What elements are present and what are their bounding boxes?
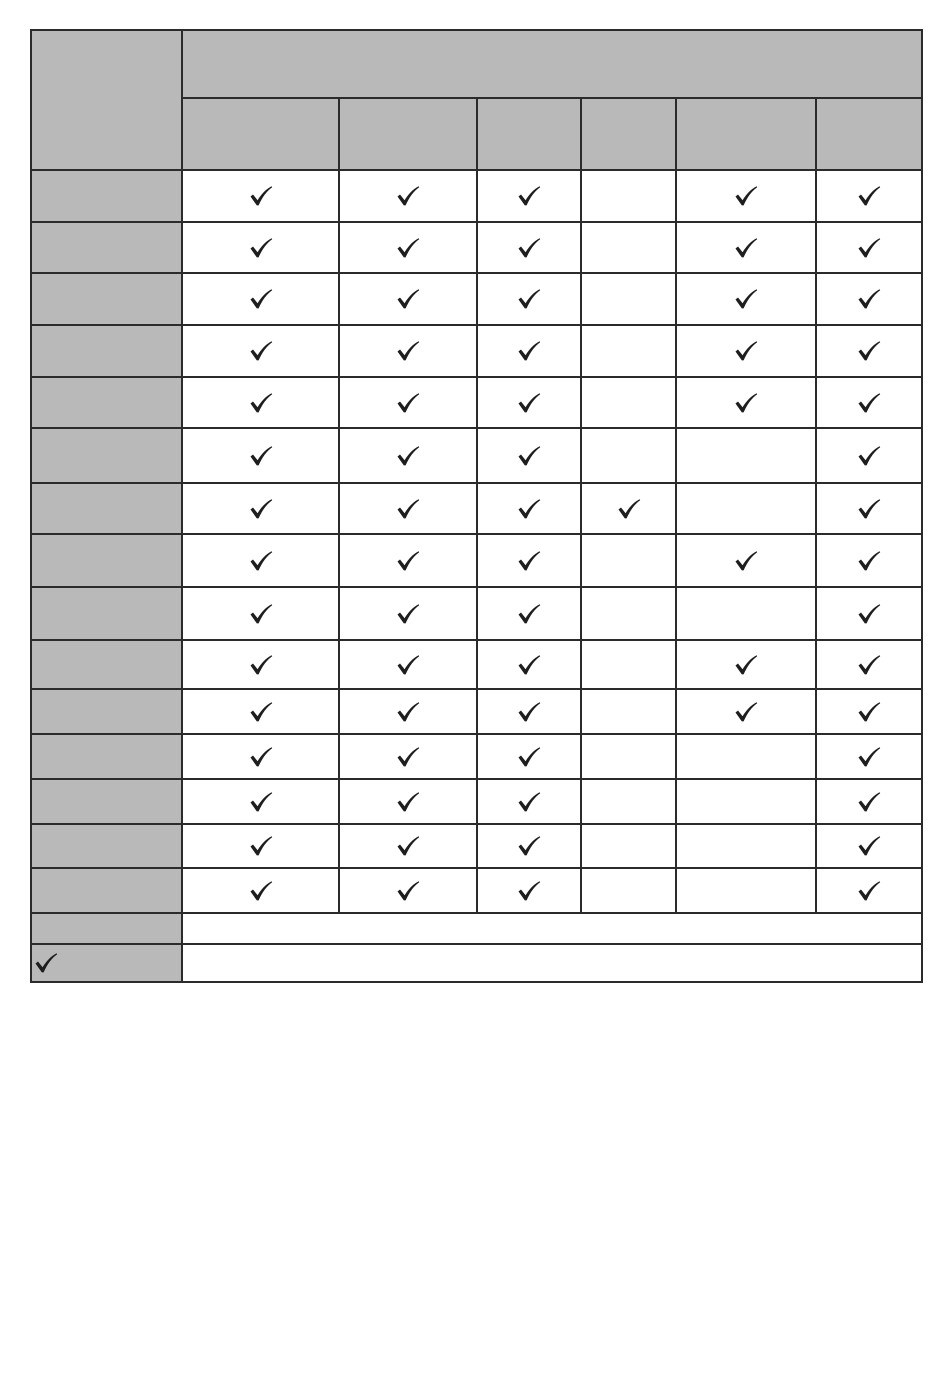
table-row (31, 428, 922, 483)
table-cell (676, 483, 816, 534)
table-row (31, 170, 922, 222)
check-icon (857, 445, 881, 467)
table-cell (477, 868, 581, 913)
table-cell (339, 273, 477, 325)
check-icon (734, 654, 758, 676)
check-icon (857, 550, 881, 572)
check-icon (396, 288, 420, 310)
table-cell (182, 428, 339, 483)
footnote-text-cell (182, 913, 922, 944)
table-cell (816, 428, 922, 483)
check-icon (249, 288, 273, 310)
check-icon (517, 498, 541, 520)
table-cell (339, 640, 477, 689)
table-cell (477, 377, 581, 428)
check-icon (249, 603, 273, 625)
table-cell (581, 868, 676, 913)
table-cell (477, 428, 581, 483)
check-icon (857, 746, 881, 768)
row-header-cell (31, 377, 182, 428)
check-icon (857, 654, 881, 676)
check-icon (396, 791, 420, 813)
row-header-cell (31, 779, 182, 824)
table-cell (581, 273, 676, 325)
table-cell (676, 325, 816, 377)
table-cell (477, 222, 581, 273)
group-header-cell (182, 30, 922, 98)
table-cell (182, 534, 339, 587)
table-cell (477, 689, 581, 734)
footnote-label-cell (31, 913, 182, 944)
table-cell (477, 325, 581, 377)
check-icon (857, 701, 881, 723)
table-cell (339, 222, 477, 273)
table-row (31, 779, 922, 824)
table-cell (676, 779, 816, 824)
check-icon (249, 498, 273, 520)
table-cell (816, 273, 922, 325)
table-cell (816, 377, 922, 428)
table-cell (581, 779, 676, 824)
check-icon (857, 288, 881, 310)
table-cell (477, 640, 581, 689)
table-cell (581, 587, 676, 640)
check-icon (857, 498, 881, 520)
table-cell (339, 868, 477, 913)
table-cell (816, 170, 922, 222)
check-icon (517, 445, 541, 467)
row-header-cell (31, 534, 182, 587)
check-icon (396, 392, 420, 414)
check-icon (857, 791, 881, 813)
table-row (31, 868, 922, 913)
check-icon (517, 654, 541, 676)
compatibility-table (30, 29, 923, 983)
table-cell (182, 273, 339, 325)
check-icon (734, 185, 758, 207)
row-header-cell (31, 868, 182, 913)
table-cell (581, 222, 676, 273)
table-cell (581, 483, 676, 534)
check-icon (517, 880, 541, 902)
check-icon (734, 701, 758, 723)
column-header-1 (182, 98, 339, 170)
table-cell (816, 587, 922, 640)
row-header-cell (31, 824, 182, 868)
check-icon (249, 746, 273, 768)
table-cell (581, 640, 676, 689)
table-cell (676, 824, 816, 868)
table-cell (339, 170, 477, 222)
check-icon (857, 603, 881, 625)
table-row (31, 640, 922, 689)
check-icon (396, 880, 420, 902)
table-cell (676, 428, 816, 483)
table-cell (581, 824, 676, 868)
check-icon (517, 701, 541, 723)
table-cell (676, 534, 816, 587)
check-icon (249, 445, 273, 467)
table-cell (581, 428, 676, 483)
check-icon (249, 701, 273, 723)
table-cell (182, 868, 339, 913)
table-cell (816, 640, 922, 689)
footnote-row (31, 944, 922, 982)
column-header-2 (339, 98, 477, 170)
footnote-row (31, 913, 922, 944)
table-cell (816, 222, 922, 273)
table-cell (676, 273, 816, 325)
table-cell (182, 779, 339, 824)
table-cell (339, 325, 477, 377)
table-cell (339, 534, 477, 587)
table-row (31, 377, 922, 428)
check-icon (396, 603, 420, 625)
table-cell (477, 824, 581, 868)
table-cell (816, 534, 922, 587)
check-icon (857, 392, 881, 414)
column-header-5 (676, 98, 816, 170)
table-cell (676, 170, 816, 222)
table-cell (182, 824, 339, 868)
check-icon (517, 392, 541, 414)
check-icon (396, 237, 420, 259)
table-row (31, 734, 922, 779)
check-icon (857, 880, 881, 902)
table-cell (477, 170, 581, 222)
row-header-cell (31, 273, 182, 325)
table-cell (339, 734, 477, 779)
table-cell (182, 640, 339, 689)
check-icon (249, 880, 273, 902)
table-cell (339, 483, 477, 534)
check-icon (517, 185, 541, 207)
table-cell (816, 734, 922, 779)
table-cell (182, 689, 339, 734)
table-cell (339, 824, 477, 868)
check-icon (734, 288, 758, 310)
table-row (31, 689, 922, 734)
table-cell (477, 779, 581, 824)
check-icon (249, 340, 273, 362)
check-icon (396, 498, 420, 520)
check-icon (396, 340, 420, 362)
table-cell (182, 587, 339, 640)
check-icon (396, 835, 420, 857)
table-cell (676, 377, 816, 428)
table-row (31, 222, 922, 273)
check-icon (517, 746, 541, 768)
table-cell (182, 222, 339, 273)
table-cell (816, 689, 922, 734)
table-cell (676, 734, 816, 779)
top-left-header-cell (31, 30, 182, 170)
table-cell (816, 868, 922, 913)
table-cell (477, 273, 581, 325)
check-icon (517, 603, 541, 625)
table-cell (676, 222, 816, 273)
table-cell (339, 779, 477, 824)
check-icon (734, 237, 758, 259)
column-header-3 (477, 98, 581, 170)
row-header-cell (31, 325, 182, 377)
table-cell (339, 377, 477, 428)
check-icon (517, 550, 541, 572)
check-icon (396, 185, 420, 207)
table-cell (477, 734, 581, 779)
check-icon (396, 654, 420, 676)
table-cell (816, 483, 922, 534)
row-header-cell (31, 640, 182, 689)
check-icon (396, 445, 420, 467)
check-icon (857, 237, 881, 259)
table-cell (581, 325, 676, 377)
table-cell (477, 534, 581, 587)
table-cell (182, 325, 339, 377)
table-row (31, 824, 922, 868)
legend-key-cell (31, 944, 182, 982)
check-icon (517, 237, 541, 259)
check-icon (396, 550, 420, 572)
row-header-cell (31, 483, 182, 534)
check-icon (734, 550, 758, 572)
check-icon (517, 835, 541, 857)
table-row (31, 325, 922, 377)
check-icon (249, 791, 273, 813)
check-icon (249, 237, 273, 259)
table-cell (581, 377, 676, 428)
table-row (31, 587, 922, 640)
table-row (31, 483, 922, 534)
check-icon (857, 340, 881, 362)
check-icon (249, 835, 273, 857)
check-icon (734, 340, 758, 362)
table-cell (182, 377, 339, 428)
column-header-4 (581, 98, 676, 170)
footnote-text-cell (182, 944, 922, 982)
check-icon (249, 185, 273, 207)
table-cell (339, 428, 477, 483)
row-header-cell (31, 222, 182, 273)
column-header-6 (816, 98, 922, 170)
table-cell (477, 483, 581, 534)
table-cell (182, 483, 339, 534)
check-icon (396, 701, 420, 723)
table-cell (581, 689, 676, 734)
row-header-cell (31, 428, 182, 483)
check-icon (517, 791, 541, 813)
check-icon (734, 392, 758, 414)
check-icon (34, 952, 58, 974)
table-cell (339, 587, 477, 640)
table-row (31, 273, 922, 325)
check-icon (857, 185, 881, 207)
check-icon (249, 654, 273, 676)
table-row (31, 534, 922, 587)
table-cell (477, 587, 581, 640)
table-cell (816, 325, 922, 377)
table-cell (676, 587, 816, 640)
table-cell (581, 170, 676, 222)
check-icon (517, 340, 541, 362)
check-icon (249, 550, 273, 572)
table-cell (581, 534, 676, 587)
table-cell (816, 779, 922, 824)
check-icon (617, 498, 641, 520)
table-cell (182, 734, 339, 779)
row-header-cell (31, 689, 182, 734)
table-cell (182, 170, 339, 222)
table-cell (676, 868, 816, 913)
table-cell (676, 640, 816, 689)
row-header-cell (31, 587, 182, 640)
check-icon (517, 288, 541, 310)
table-cell (676, 689, 816, 734)
table-cell (816, 824, 922, 868)
row-header-cell (31, 170, 182, 222)
check-icon (857, 835, 881, 857)
check-icon (396, 746, 420, 768)
row-header-cell (31, 734, 182, 779)
table-cell (581, 734, 676, 779)
check-icon (249, 392, 273, 414)
table-cell (339, 689, 477, 734)
